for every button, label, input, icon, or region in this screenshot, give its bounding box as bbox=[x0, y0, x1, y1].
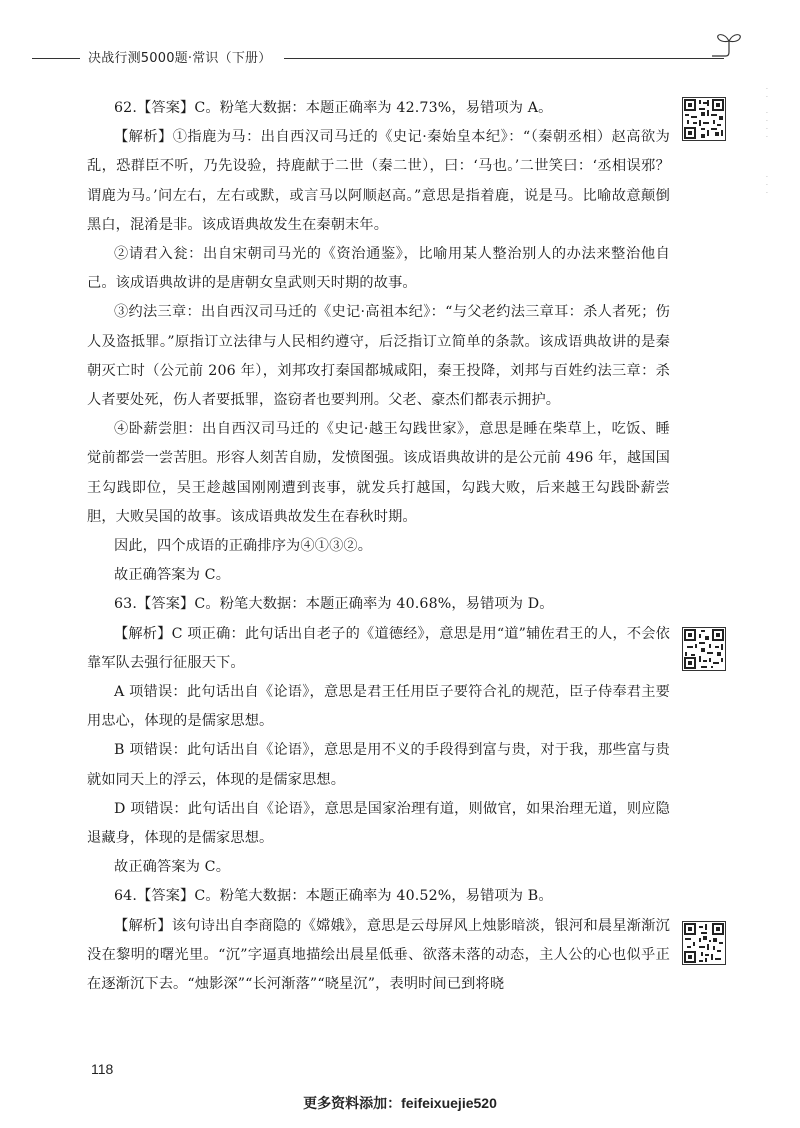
header-rule-left bbox=[32, 58, 80, 59]
q62-conclusion: 因此，四个成语的正确排序为④①③②。 bbox=[114, 538, 373, 555]
q64-answer-line: 64.【答案】C。粉笔大数据：本题正确率为 40.52%，易错项为 B。 bbox=[114, 888, 553, 905]
q63-analysis-d: D 项错误：此句话出自《论语》，意思是国家治理有道，则做官，如果治理无道，则应隐退藏身，体现的是儒家思想。 bbox=[87, 800, 670, 847]
qr-code-q63[interactable] bbox=[682, 627, 726, 671]
qr-code-q64[interactable] bbox=[682, 921, 726, 965]
q62-analysis-woxin: ④卧薪尝胆：出自西汉司马迁的《史记·越王勾践世家》，意思是睡在柴草上，吃饭、睡觉前都尝一尝苦胆。形容人刻苦自励，发愤图强。该成语典故讲的是公元前 496 年，越国国王勾践即位，吴王趁越国刚刚遭到丧事，就发兵打越国，勾践大败，后来越王勾践卧薪尝胆，大败吴国的故事。该成语典故发生在春秋时期。 bbox=[87, 421, 670, 525]
q63-final-answer: 故正确答案为 C。 bbox=[114, 859, 231, 876]
header-rule-right bbox=[284, 58, 724, 59]
q63-analysis-a: A 项错误：此句话出自《论语》，意思是君王任用臣子要符合礼的规范，臣子侍奉君主要用忠心，体现的是儒家思想。 bbox=[87, 684, 670, 730]
running-header bbox=[0, 40, 800, 70]
footer-note-id: feifeixuejie520 bbox=[401, 1095, 497, 1111]
qr-code-q62[interactable] bbox=[682, 97, 726, 141]
q62-analysis-zhilu: 【解析】①指鹿为马：出自西汉司马迁的《史记·秦始皇本纪》：“（秦朝丞相）赵高欲为乱，恐群臣不听，乃先设验，持鹿献于二世（秦二世），曰：‘马也。’二世笑曰：‘丞相误邪？谓鹿为马。’问左右，左右或默，或言马以阿顺赵高。”意思是指着鹿，说是马。比喻故意颠倒黑白，混淆是非。该成语典故发生在秦朝末年。 bbox=[87, 129, 670, 233]
q62-analysis-qingjun: ②请君入瓮：出自宋朝司马光的《资治通鉴》，比喻用某人整治别人的办法来整治他自己。该成语典故讲的是唐朝女皇武则天时期的故事。 bbox=[87, 246, 670, 292]
sprout-icon bbox=[712, 26, 752, 60]
q62-final-answer: 故正确答案为 C。 bbox=[114, 567, 231, 584]
margin-marks: · · · · · · · · · bbox=[766, 86, 768, 197]
q63-analysis-c: 【解析】C 项正确：此句话出自老子的《道德经》，意思是用“道”辅佐君王的人，不会依靠军队去强行征服天下。 bbox=[87, 625, 670, 671]
footer-note-prefix: 更多资料添加： bbox=[303, 1096, 402, 1112]
book-title: 决战行测5000题·常识（下册） bbox=[88, 51, 272, 66]
q62-analysis-yuefa: ③约法三章：出自西汉司马迁的《史记·高祖本纪》：“与父老约法三章耳：杀人者死；伤人及盗抵罪。”原指订立法律与人民相约遵守，后泛指订立简单的条款。该成语典故讲的是秦朝灭亡时（公元前 206 年），刘邦攻打秦国都城咸阳，秦王投降，刘邦与百姓约法三章：杀人者要处死，伤人者要抵罪，盗窃者也要判刑。父老、豪杰们都表示拥护。 bbox=[87, 304, 670, 409]
page-number: 118 bbox=[91, 1061, 114, 1077]
qr-code-icon bbox=[683, 922, 725, 964]
q64-analysis: 【解析】该句诗出自李商隐的《嫦娥》，意思是云母屏风上烛影暗淡，银河和晨星渐渐沉没在黎明的曙光里。“沉”字逼真地描绘出晨星低垂、欲落未落的动态，主人公的心也似乎正在逐渐沉下去。“烛影深”“长河渐落”“晓星沉”，表明时间已到将晓 bbox=[87, 917, 670, 993]
qr-code-icon bbox=[683, 98, 725, 140]
footer-note bbox=[0, 1093, 800, 1113]
q63-analysis-b: B 项错误：此句话出自《论语》，意思是用不义的手段得到富与贵，对于我，那些富与贵就如同天上的浮云，体现的是儒家思想。 bbox=[87, 742, 670, 788]
answer-explanations bbox=[87, 94, 670, 999]
qr-code-icon bbox=[683, 628, 725, 670]
q62-answer-line: 62.【答案】C。粉笔大数据：本题正确率为 42.73%，易错项为 A。 bbox=[114, 100, 553, 116]
q63-answer-line: 63.【答案】C。粉笔大数据：本题正确率为 40.68%，易错项为 D。 bbox=[114, 596, 554, 613]
